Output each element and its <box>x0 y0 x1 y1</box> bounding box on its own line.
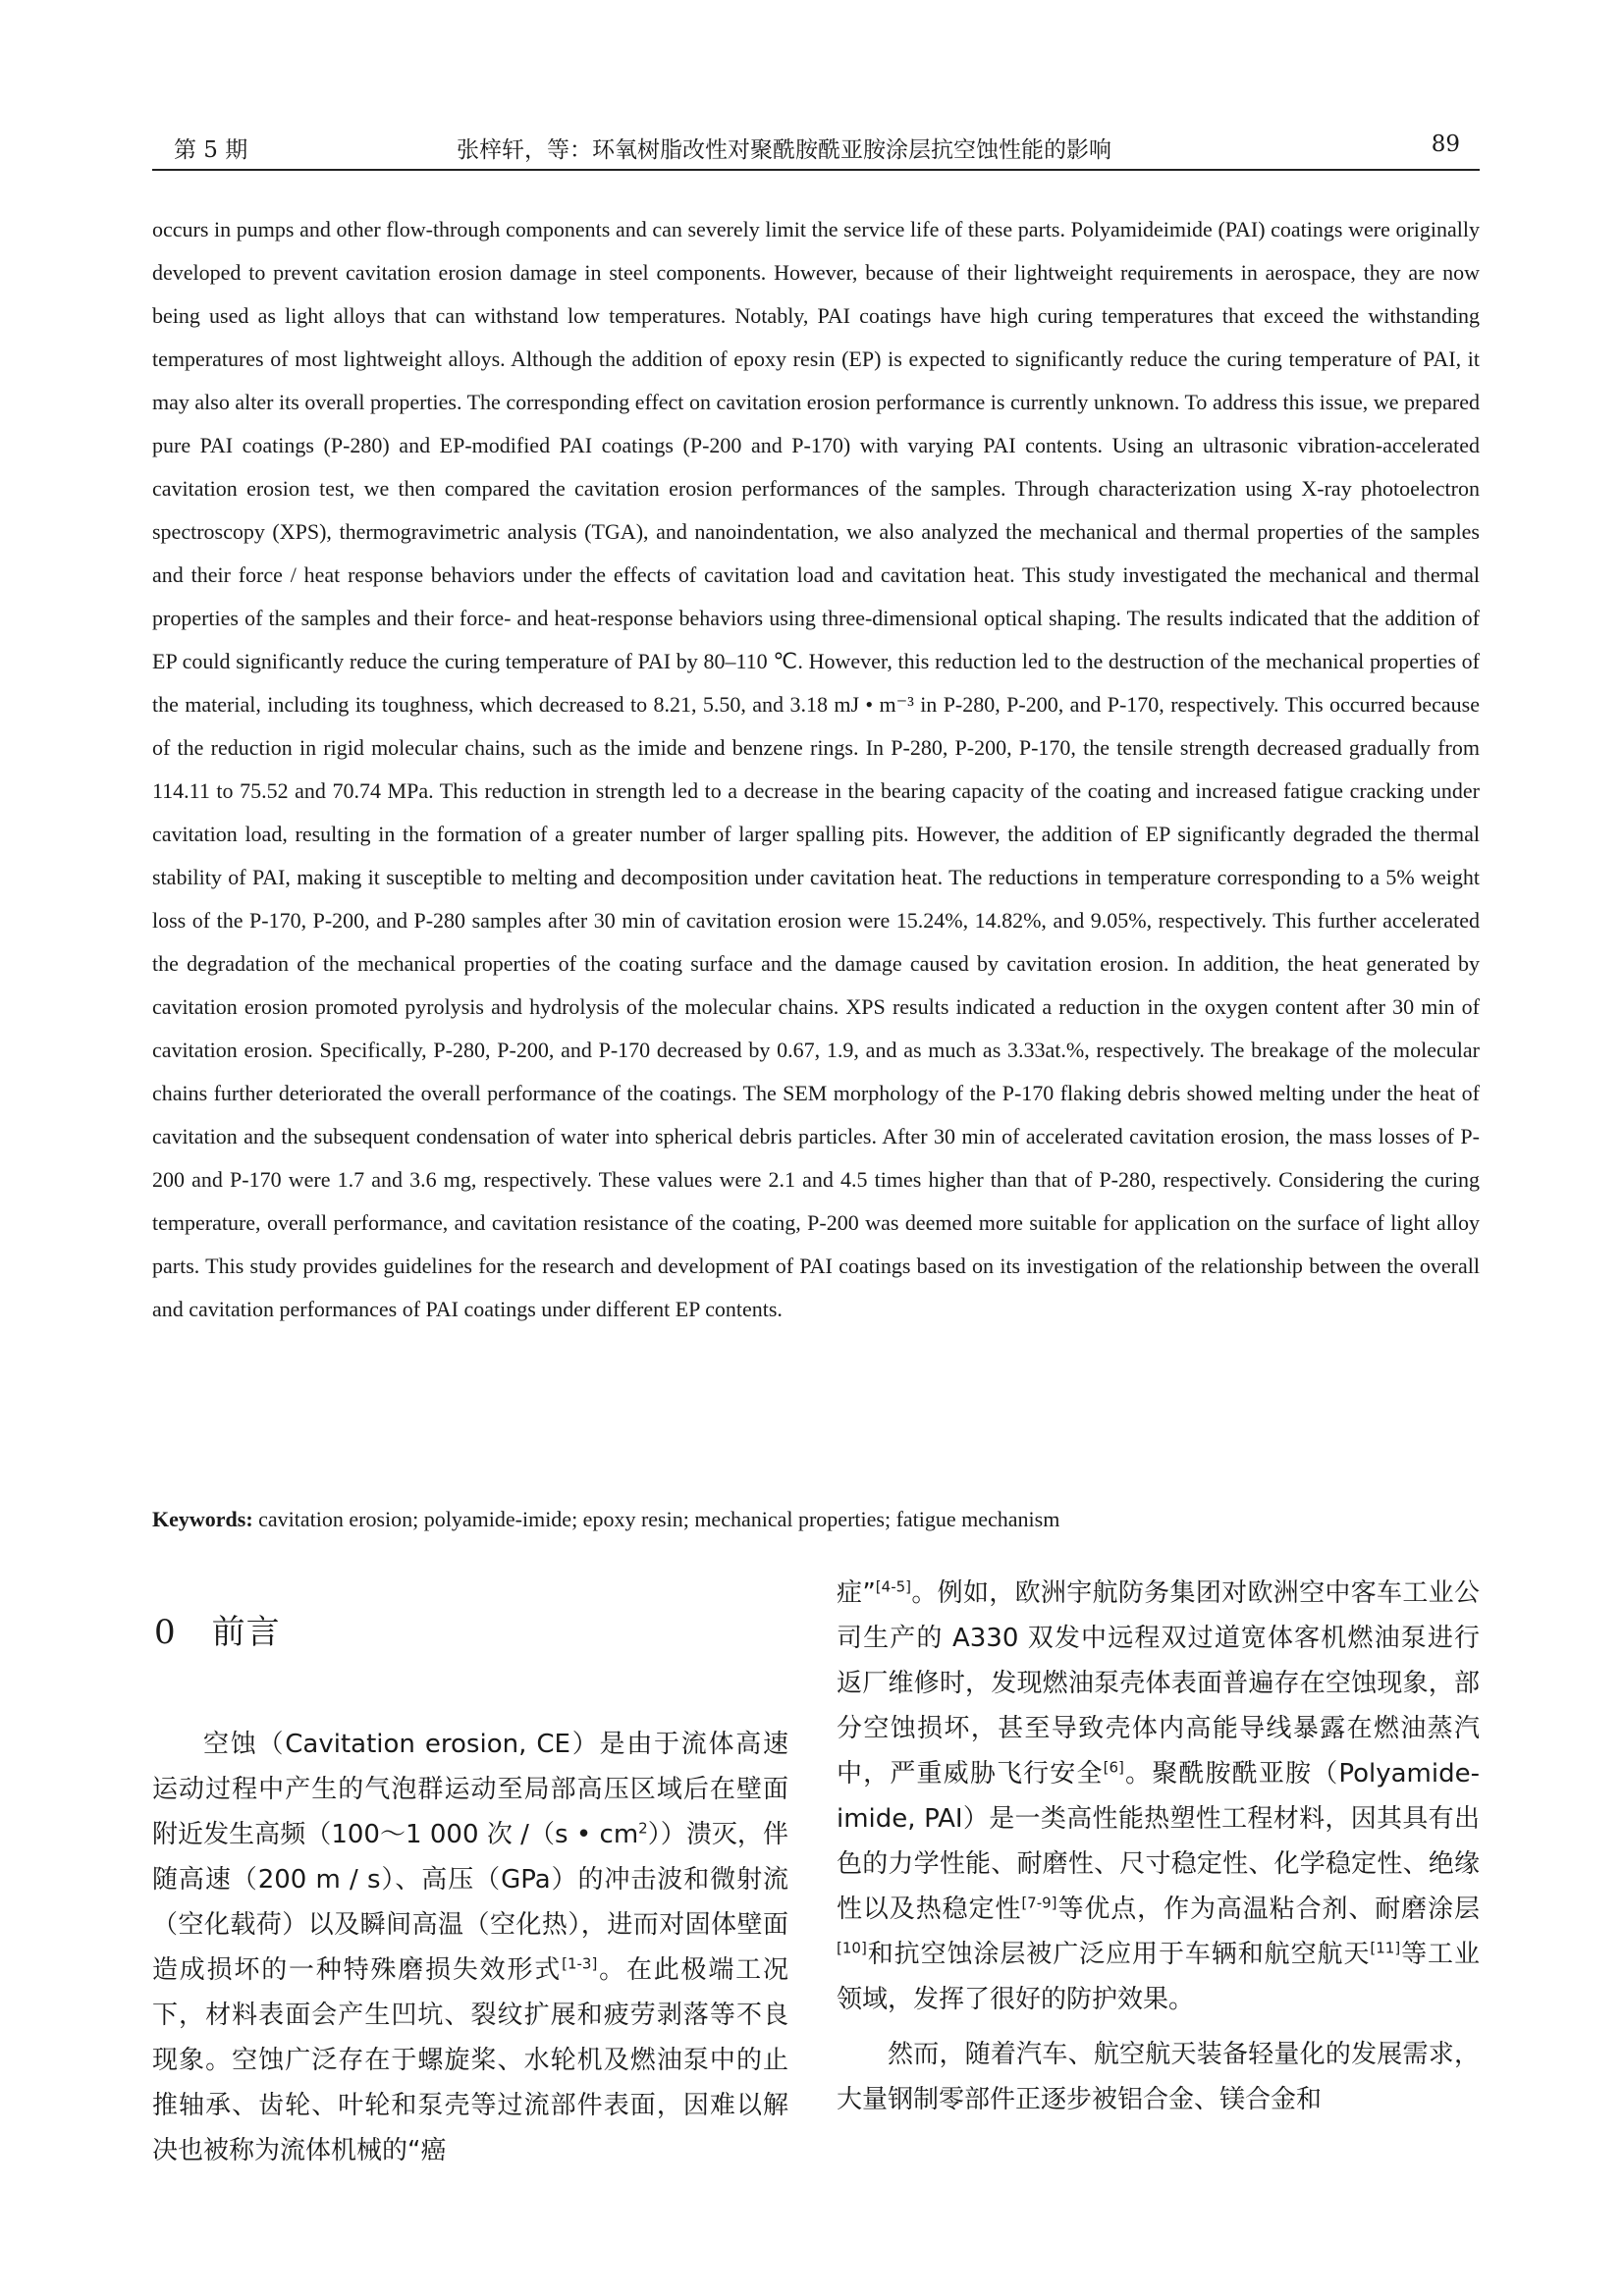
text-run: 症” <box>837 1578 876 1608</box>
section-heading <box>154 1610 788 1655</box>
text-run: 和抗空蚀涂层被广泛应用于车辆和航空航天 <box>866 1940 1371 1969</box>
abstract-text: occurs in pumps and other flow-through components and can severely limit the service life of these parts. Polyamideimide (PAI) coatings were originally developed to prevent cavitation erosion damage in steel components. However, because of their lightweight requirements in aerospace, they are now being used as light alloys that can withstand low temperatures. Notably, PAI coatings have high curing temperatures that exceed the withstanding temperatures of most lightweight alloys. Although the addition of epoxy resin (EP) is expected to significantly reduce the curing temperature of PAI, it may also alter its overall properties. The corresponding effect on cavitation erosion performance is currently unknown. To address this issue, we prepared pure PAI coatings (P-280) and EP-modified PAI coatings (P-200 and P-170) with varying PAI contents. Using an ultrasonic vibration-accelerated cavitation erosion test, we then compared the cavitation erosion performances of the samples. Through characterization using X-ray photoelectron spectroscopy (XPS), thermogravimetric analysis (TGA), and nanoindentation, we also analyzed the mechanical and thermal properties of the samples and their force / heat response behaviors under the effects of cavitation load and cavitation heat. This study investigated the mechanical and thermal properties of the samples and their force- and heat-response behaviors using three-dimensional optical shaping. The results indicated that the addition of EP could significantly reduce the curing temperature of PAI by 80–110 ℃. However, this reduction led to the destruction of the mechanical properties of the material, including its toughness, which decreased to 8.21, 5.50, and 3.18 mJ • m⁻³ in P-280, P-200, and P-170, respectively. This occurred because of the reduction in rigid molecular chains, such as the imide and benzene rings. In P-280, P-200, P-170, the tensile strength decreased gradually from 114.11 to 75.52 and 70.74 MPa. This reduction in strength led to a decrease in the bearing capacity of the coating and increased fatigue cracking under cavitation load, resulting in the formation of a greater number of larger spalling pits. However, the addition of EP significantly degraded the thermal stability of PAI, making it susceptible to melting and decomposition under cavitation heat. The reductions in temperature corresponding to a 5% weight loss of the P-170, P-200, and P-280 samples after 30 min of cavitation erosion were 15.24%, 14.82%, and 9.05%, respectively. This further accelerated the degradation of the mechanical properties of the coating surface and the damage caused by cavitation erosion. In addition, the heat generated by cavitation erosion promoted pyrolysis and hydrolysis of the molecular chains. XPS results indicated a reduction in the oxygen content after 30 min of cavitation erosion. Specifically, P-280, P-200, and P-170 decreased by 0.67, 1.9, and as much as 3.33at.%, respectively. The breakage of the molecular chains further deteriorated the overall performance of the coatings. The SEM morphology of the P-170 flaking debris showed melting under the heat of cavitation and the subsequent condensation of water into spherical debris particles. After 30 min of accelerated cavitation erosion, the mass losses of P-200 and P-170 were 1.7 and 3.6 mg, respectively. These values were 2.1 and 4.5 times higher than that of P-280, respectively. Considering the curing temperature, overall performance, and cavitation resistance of the coating, P-200 was deemed more suitable for application on the surface of light alloy parts. This study provides guidelines for the research and development of PAI coatings based on its investigation of the relationship between the overall and cavitation performances of PAI coatings under different EP contents. <box>152 217 1480 1321</box>
section-title: 前言 <box>211 1613 281 1652</box>
second-paragraph: 然而，随着汽车、航空航天装备轻量化的发展需求，大量钢制零部件正逐步被铝合金、镁合金和 <box>837 2040 1480 2114</box>
text-run: 等优点，作为高温粘合剂、耐磨涂层 <box>1056 1895 1480 1924</box>
keywords-text: cavitation erosion; polyamide-imide; epoxy resin; mechanical properties; fatigue mechanism <box>252 1507 1060 1531</box>
superscript: 2 <box>638 1819 648 1838</box>
text-run: 。例如，欧洲宇航防务集团对欧洲空中客车工业公司生产的 A330 双发中远程双过道宽体客机燃油泵进行返厂维修时，发现燃油泵壳体表面普遍存在空蚀现象，部分空蚀损坏，甚至导致壳体内高能导线暴露在燃油蒸汽中，严重威胁飞行安全 <box>837 1578 1480 1789</box>
keywords-label: Keywords: <box>152 1507 253 1531</box>
keywords-line <box>152 1502 1480 1537</box>
citation: [1-3] <box>562 1954 598 1973</box>
citation: [11] <box>1370 1939 1401 1957</box>
english-abstract <box>152 208 1480 1331</box>
issue-label: 第 5 期 <box>174 137 248 163</box>
right-column <box>837 1571 1480 2122</box>
text-run: 空蚀（Cavitation erosion, CE）是由于流体高速运动过程中产生的气泡群运动至局部高压区域后在壁面附近发生高频（100～1 000 次 /（s • cm <box>152 1730 788 1849</box>
text-run: ））溃灭，伴随高速（200 m / s）、高压（GPa）的冲击波和微射流（空化载荷）以及瞬间高温（空化热），进而对固体壁面造成损坏的一种特殊磨损失效形式 <box>152 1820 788 1985</box>
citation: [6] <box>1103 1758 1124 1777</box>
running-title: 张梓轩，等：环氧树脂改性对聚酰胺酰亚胺涂层抗空蚀性能的影响 <box>457 137 1111 163</box>
citation: [7-9] <box>1021 1894 1057 1912</box>
text-run: 。聚酰胺酰亚胺（Polyamide-imide, PAI）是一类高性能热塑性工程材料，因其具有出色的力学性能、耐磨性、尺寸稳定性、化学稳定性、绝缘性以及热稳定性 <box>837 1759 1480 1924</box>
page-number: 89 <box>1431 132 1460 157</box>
text-run: 。在此极端工况下，材料表面会产生凹坑、裂纹扩展和疲劳剥落等不良现象。空蚀广泛存在于螺旋桨、水轮机及燃油泵中的止推轴承、齿轮、叶轮和泵壳等过流部件表面，因难以解决也被称为流体机械的“癌 <box>152 1955 788 2165</box>
left-column <box>152 1610 788 2173</box>
intro-paragraph-continued <box>837 1571 1480 2022</box>
intro-paragraph <box>152 1722 788 2173</box>
text-run: 等工业领域，发挥了很好的防护效果。 <box>837 1940 1480 2014</box>
citation: [4-5] <box>875 1577 912 1596</box>
citation: [10] <box>837 1939 867 1957</box>
section-number: 0 <box>154 1613 177 1652</box>
running-header <box>152 126 1480 171</box>
